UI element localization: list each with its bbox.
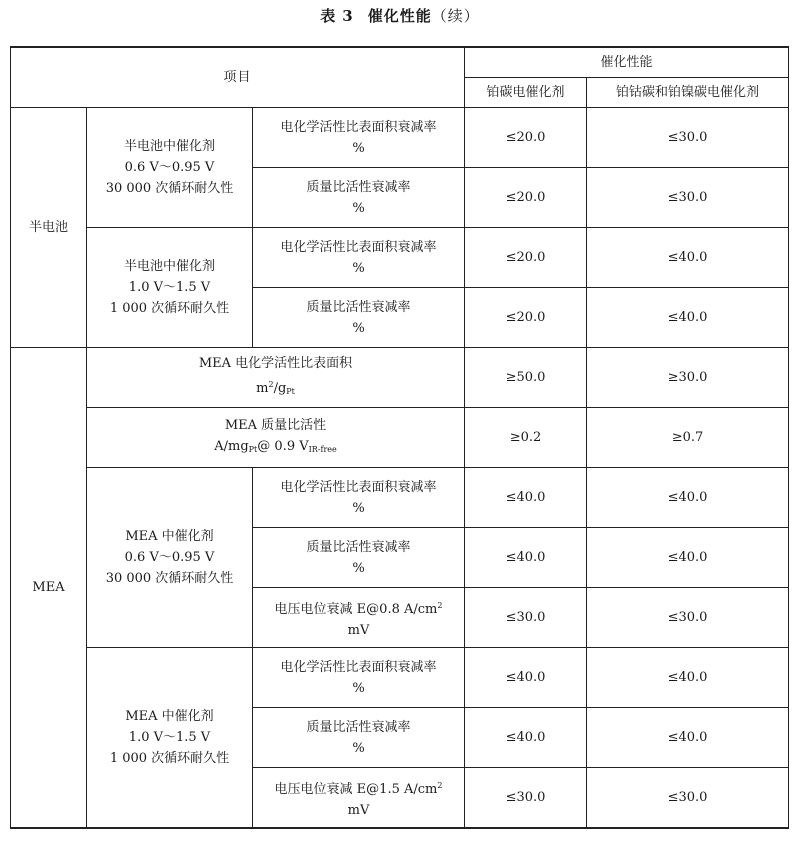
metric-cell — [253, 768, 465, 829]
unit-superscript: 2 — [268, 380, 274, 389]
value-cell: ≤20.0 — [465, 288, 587, 348]
value-cell: ≥0.7 — [587, 408, 789, 468]
condition-half-a — [87, 108, 253, 228]
value-cell: ≤30.0 — [587, 768, 789, 829]
table-row — [11, 228, 789, 288]
condition-line: 1.0 V～1.5 V — [128, 280, 211, 295]
metric-unit: % — [352, 560, 365, 576]
caption-number: 3 — [342, 7, 354, 25]
metric-cell — [253, 528, 465, 588]
value-cell: ≥50.0 — [465, 348, 587, 408]
value-cell: ≤30.0 — [465, 588, 587, 648]
condition-line: 0.6 V～0.95 V — [124, 550, 215, 565]
metric-text: 电压电位衰减 E@0.8 A/cm — [274, 601, 438, 617]
metric-cell — [253, 468, 465, 528]
value-cell: ≤40.0 — [587, 288, 789, 348]
table-row — [11, 468, 789, 528]
unit-part: m — [256, 381, 269, 396]
table-row — [11, 108, 789, 168]
metric-cell — [253, 228, 465, 288]
metric-label: 电化学活性比表面积衰减率 — [280, 479, 437, 495]
table-row — [11, 348, 789, 408]
value-cell: ≤40.0 — [587, 648, 789, 708]
unit-part: /g — [273, 381, 287, 396]
metric-label: 电化学活性比表面积衰减率 — [280, 239, 437, 255]
metric-label — [255, 775, 462, 800]
value-cell: ≤20.0 — [465, 108, 587, 168]
metric-label: 电化学活性比表面积衰减率 — [280, 659, 437, 675]
value-cell: ≥0.2 — [465, 408, 587, 468]
condition-line: 半电池中催化剂 — [123, 139, 215, 154]
condition-line: 30 000 次循环耐久性 — [105, 181, 234, 196]
value-cell: ≤40.0 — [587, 468, 789, 528]
caption-continued: （续） — [431, 7, 480, 25]
metric-label — [255, 595, 462, 620]
value-cell: ≤40.0 — [587, 228, 789, 288]
group-label-half-cell: 半电池 — [11, 108, 87, 348]
metric-label: 质量比活性衰减率 — [306, 719, 411, 735]
value-cell: ≤40.0 — [465, 648, 587, 708]
value-cell: ≤30.0 — [587, 588, 789, 648]
unit-subscript: Pt — [248, 445, 258, 454]
value-cell: ≤20.0 — [465, 168, 587, 228]
condition-line: 30 000 次循环耐久性 — [105, 571, 234, 586]
condition-line: 半电池中催化剂 — [123, 259, 215, 274]
metric-unit — [89, 374, 462, 402]
value-cell: ≤30.0 — [587, 168, 789, 228]
metric-cell — [253, 288, 465, 348]
catalyst-performance-table — [10, 46, 789, 829]
metric-unit: % — [352, 200, 365, 216]
metric-unit: % — [352, 320, 365, 336]
metric-label: MEA 电化学活性比表面积 — [198, 356, 353, 371]
metric-cell — [253, 108, 465, 168]
metric-label: 质量比活性衰减率 — [306, 179, 411, 195]
value-cell: ≤40.0 — [465, 528, 587, 588]
metric-unit: % — [352, 740, 365, 756]
condition-mea-a — [87, 468, 253, 648]
metric-label: 质量比活性衰减率 — [306, 539, 411, 555]
condition-line: MEA 中催化剂 — [125, 529, 214, 544]
unit-part: @ 0.9 V — [257, 439, 309, 454]
value-cell: ≤20.0 — [465, 228, 587, 288]
header-row-1 — [11, 47, 789, 78]
metric-unit: mV — [347, 622, 370, 638]
metric-unit: % — [352, 260, 365, 276]
value-cell: ≥30.0 — [587, 348, 789, 408]
metric-unit: % — [352, 140, 365, 156]
value-cell: ≤40.0 — [465, 468, 587, 528]
metric-label: MEA 质量比活性 — [224, 418, 327, 433]
value-cell: ≤30.0 — [587, 108, 789, 168]
metric-label: 电化学活性比表面积衰减率 — [280, 119, 437, 135]
metric-unit: % — [352, 500, 365, 516]
table-row — [11, 408, 789, 468]
metric-text: 电压电位衰减 E@1.5 A/cm — [274, 781, 438, 797]
value-cell: ≤40.0 — [465, 708, 587, 768]
table-caption — [0, 0, 800, 34]
condition-half-b — [87, 228, 253, 348]
metric-cell — [87, 348, 465, 408]
condition-line: MEA 中催化剂 — [125, 709, 214, 724]
unit-superscript: 2 — [437, 780, 443, 790]
group-label-mea: MEA — [11, 348, 87, 829]
caption-prefix: 表 — [320, 7, 337, 25]
caption-title: 催化性能 — [367, 7, 432, 25]
metric-unit — [89, 436, 462, 460]
unit-subscript: IR-free — [308, 445, 337, 454]
header-item: 项目 — [11, 47, 465, 108]
metric-cell — [253, 708, 465, 768]
table-row — [11, 648, 789, 708]
header-col-pt: 铂碳电催化剂 — [465, 78, 587, 108]
condition-line: 1 000 次循环耐久性 — [109, 301, 230, 316]
metric-cell — [253, 648, 465, 708]
unit-part: A/mg — [214, 439, 249, 454]
header-performance: 催化性能 — [465, 47, 789, 78]
metric-cell — [253, 588, 465, 648]
condition-line: 0.6 V～0.95 V — [124, 160, 215, 175]
metric-label: 质量比活性衰减率 — [306, 299, 411, 315]
metric-cell — [253, 168, 465, 228]
condition-mea-b — [87, 648, 253, 829]
metric-cell — [87, 408, 465, 468]
metric-unit: % — [352, 680, 365, 696]
value-cell: ≤30.0 — [465, 768, 587, 829]
condition-line: 1 000 次循环耐久性 — [109, 751, 230, 766]
value-cell: ≤40.0 — [587, 528, 789, 588]
unit-subscript: Pt — [286, 387, 295, 396]
header-col-ptco: 铂钴碳和铂镍碳电催化剂 — [587, 78, 789, 108]
unit-superscript: 2 — [437, 600, 443, 610]
value-cell: ≤40.0 — [587, 708, 789, 768]
metric-unit: mV — [347, 802, 370, 818]
condition-line: 1.0 V～1.5 V — [128, 730, 211, 745]
